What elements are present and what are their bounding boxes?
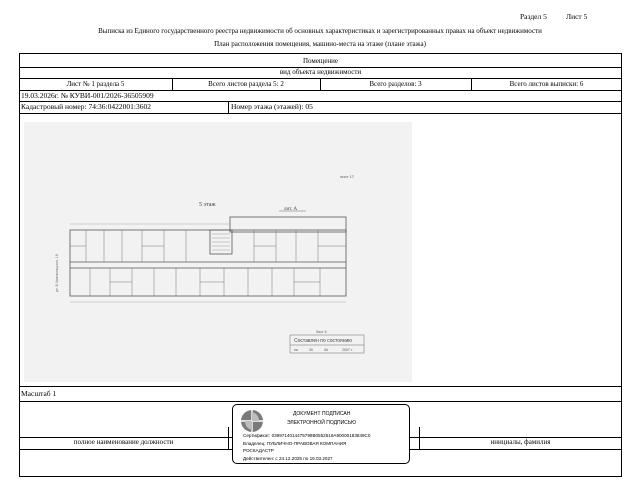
legend-value-4: 2007 г.: [342, 348, 353, 352]
stamp-owner: Владелец: ПУБЛИЧНО-ПРАВОВАЯ КОМПАНИЯ: [243, 441, 347, 446]
cadastral-number: Кадастровый номер: 74:36:0422001:3602: [21, 102, 151, 111]
record-number: 19.03.2026г. № КУВИ-001/2026-36505909: [21, 91, 154, 100]
stamp-subtitle: ЭЛЕКТРОННОЙ ПОДПИСЬЮ: [287, 420, 357, 426]
name-caption: инициалы, фамилия: [490, 438, 551, 446]
section-label: Раздел 5: [520, 12, 547, 21]
plan-floor-label: 5 этаж: [199, 202, 216, 208]
document-title: Выписка из Единого государственного реестра недвижимости об основных характеристиках и зарегистрированных правах на объект недвижимости: [98, 27, 542, 35]
legend-value-2: 30: [309, 348, 313, 352]
emblem-icon: [239, 408, 265, 434]
legend-value-3: 06: [324, 348, 328, 352]
plan-axis-label: ул. Б.Хмельницкого, 18: [55, 254, 59, 292]
floor-plan-image: [24, 122, 412, 382]
sections-total: Всего разделов: 3: [369, 80, 422, 88]
sheets-in-section: Всего листов раздела 5: 2: [208, 80, 284, 88]
stamp-certificate: Сертификат: 0399714014475799B0552519A90000183849C0: [243, 433, 371, 438]
sheet-label: Лист 5: [566, 12, 588, 21]
stamp-validity: Действителен: с 24.12.2025 по 19.03.2027: [243, 456, 333, 461]
legend-title: Лист 6: [316, 330, 327, 334]
document-subtitle: План расположения помещения, машино-места на этаже (плане этажа): [214, 40, 426, 48]
stamp-title: ДОКУМЕНТ ПОДПИСАН: [293, 411, 351, 417]
legend-value-1: на: [294, 348, 298, 352]
sheets-total: Всего листов выписки: 6: [509, 80, 584, 88]
floor-plan-drawing: [24, 122, 412, 382]
scale-label: Масштаб 1: [21, 389, 57, 398]
object-type: Помещение: [302, 57, 339, 65]
position-caption: полное наименование должности: [73, 438, 174, 446]
electronic-signature-stamp: [232, 404, 410, 464]
plan-lit-label: лит. А: [284, 207, 298, 212]
stamp-owner-2: РОСКАДАСТР: [243, 448, 274, 453]
floor-number: Номер этажа (этажей): 05: [231, 102, 313, 111]
legend-caption: Составлен по состоянию: [294, 338, 353, 344]
object-type-caption: вид объекта недвижимости: [279, 68, 362, 76]
plan-sheet-mark: лист 17: [340, 174, 354, 179]
sheet-number: Лист № 1 раздела 5: [66, 80, 125, 88]
